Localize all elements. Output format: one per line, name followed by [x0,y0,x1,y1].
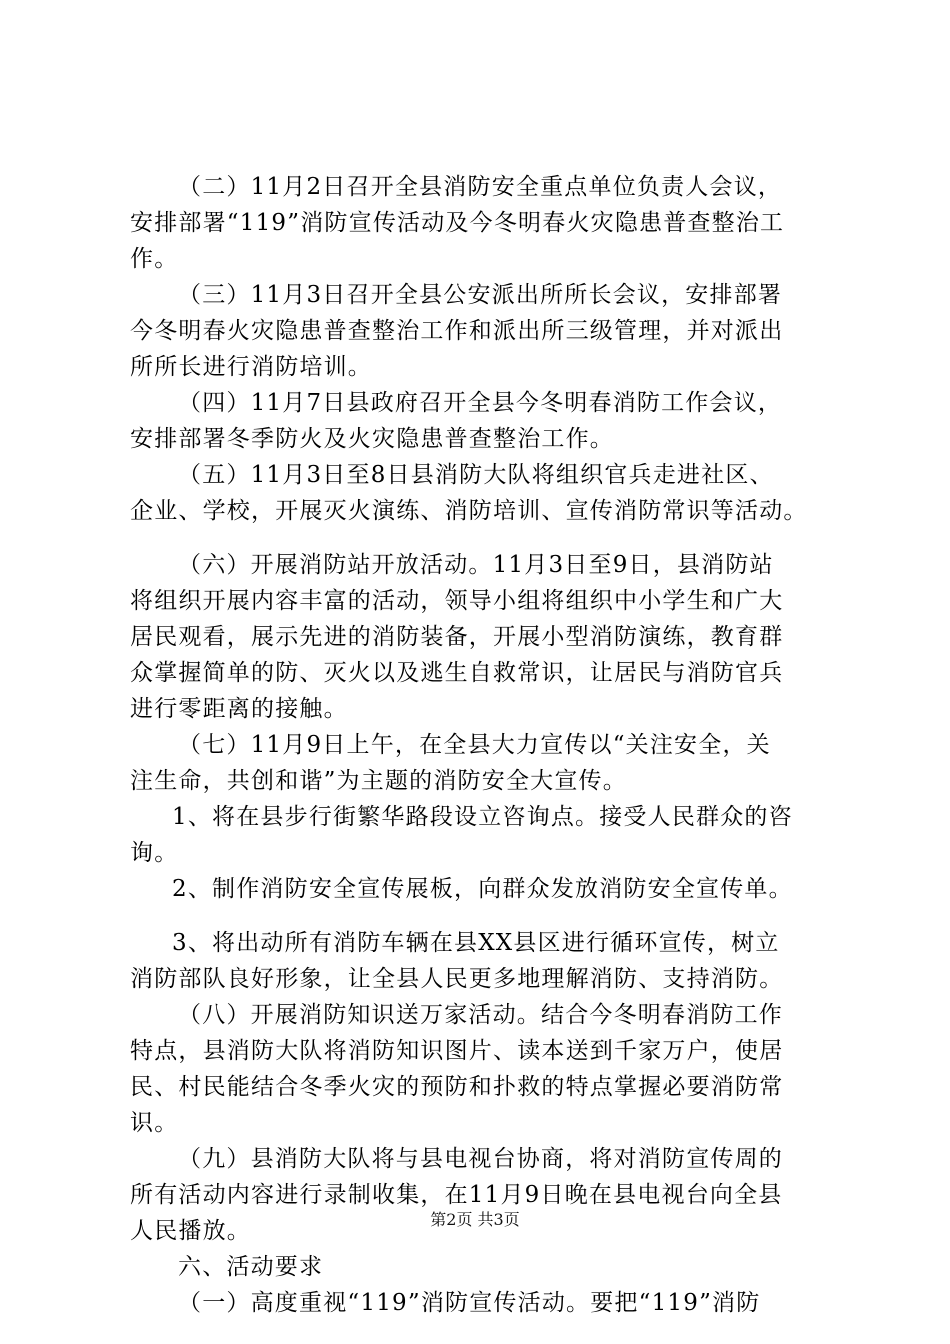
text-line: （七）11月9日上午，在全县大力宣传以“关注安全，关 [178,732,771,758]
text-line: 所所长进行消防培训。 [130,354,372,380]
text-line: 将组织开展内容丰富的活动，领导小组将组织中小学生和广大 [130,588,784,614]
text-line: 识。 [130,1110,179,1136]
text-line: （二）11月2日召开全县消防安全重点单位负责人会议， [178,174,783,200]
text-line: 特点，县消防大队将消防知识图片、读本送到千家万户，使居 [130,1038,784,1064]
text-line: 居民观看，展示先进的消防装备，开展小型消防演练，教育群 [130,624,784,650]
text-line: 进行零距离的接触。 [130,696,348,722]
text-line: 安排部署冬季防火及火灾隐患普查整治工作。 [130,426,614,452]
text-line: 消防部队良好形象，让全县人民更多地理解消防、支持消防。 [130,966,784,992]
text-line: 3、将出动所有消防车辆在县XX县区进行循环宣传，树立 [172,930,780,956]
text-line: （五）11月3日至8日县消防大队将组织官兵走进社区、 [178,462,774,488]
text-line: 作。 [130,246,179,272]
text-line: （一）高度重视“119”消防宣传活动。要把“119”消防 [178,1290,761,1316]
text-line: （六）开展消防站开放活动。11月3日至9日，县消防站 [178,552,774,578]
page-number: 第2页 共3页 [430,1210,520,1229]
text-line: 今冬明春火灾隐患普查整治工作和派出所三级管理，并对派出 [130,318,784,344]
text-line: 注生命，共创和谐”为主题的消防安全大宣传。 [130,768,627,794]
text-line: 企业、学校，开展灭火演练、消防培训、宣传消防常识等活动。 [130,498,808,524]
text-line: 2、制作消防安全宣传展板，向群众发放消防安全宣传单。 [172,876,793,902]
text-line: 人民播放。 [130,1218,251,1244]
section-heading: 六、活动要求 [178,1254,324,1280]
text-line: （九）县消防大队将与县电视台协商，将对消防宣传周的 [178,1146,783,1172]
text-line: （八）开展消防知识送万家活动。结合今冬明春消防工作 [178,1002,783,1028]
text-line: 询。 [130,840,179,866]
text-line: （三）11月3日召开全县公安派出所所长会议，安排部署 [178,282,783,308]
text-line: （四）11月7日县政府召开全县今冬明春消防工作会议， [178,390,783,416]
text-line: 所有活动内容进行录制收集，在11月9日晚在县电视台向全县 [130,1182,783,1208]
text-line: 民、村民能结合冬季火灾的预防和扑救的特点掌握必要消防常 [130,1074,784,1100]
text-line: 众掌握简单的防、灭火以及逃生自救常识，让居民与消防官兵 [130,660,784,686]
text-line: 安排部署“119”消防宣传活动及今冬明春火灾隐患普查整治工 [130,210,785,236]
text-line: 1、将在县步行街繁华路段设立咨询点。接受人民群众的咨 [172,804,793,830]
